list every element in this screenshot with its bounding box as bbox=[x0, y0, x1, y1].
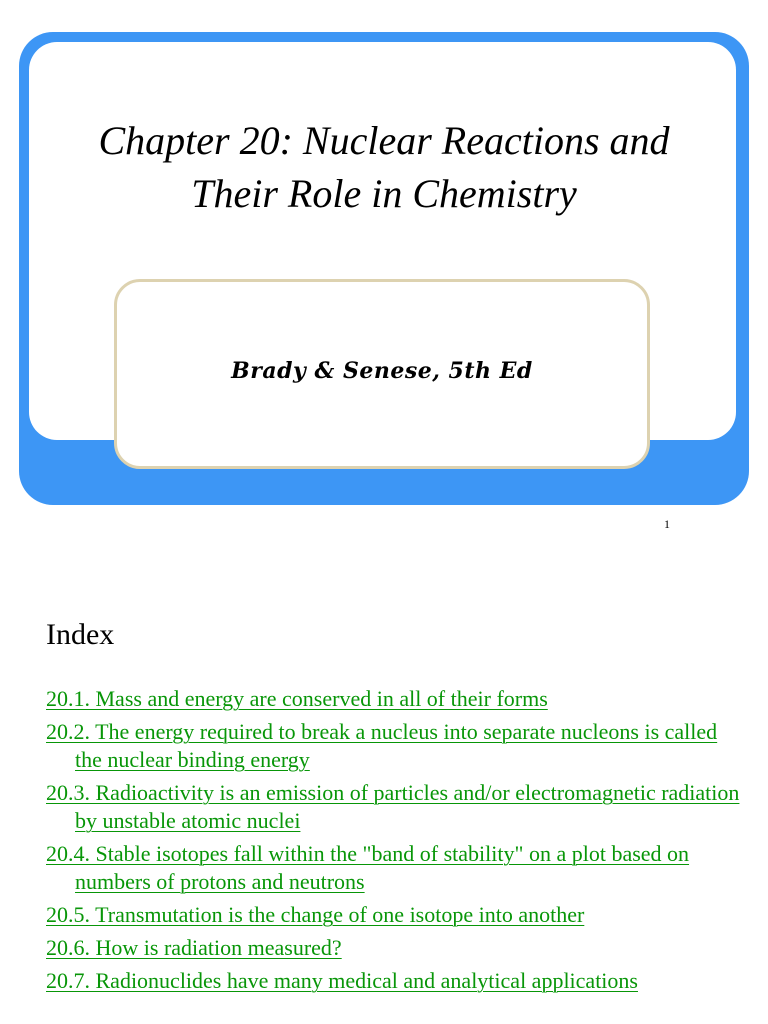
index-link-20-7[interactable]: 20.7. Radionuclides have many medical and analytical applications bbox=[46, 968, 638, 993]
slide-subtitle: Brady & Senese, 5th Ed bbox=[231, 358, 533, 384]
index-item bbox=[46, 685, 746, 713]
index-item bbox=[46, 779, 746, 835]
index-link-20-4[interactable]: 20.4. Stable isotopes fall within the "band of stability" on a plot based on numbers of protons and neutrons bbox=[46, 841, 690, 894]
index-item bbox=[46, 901, 746, 929]
index-item bbox=[46, 967, 746, 995]
index-list bbox=[46, 685, 746, 1000]
index-link-20-1[interactable]: 20.1. Mass and energy are conserved in all of their forms bbox=[46, 686, 548, 711]
index-item bbox=[46, 718, 746, 774]
slide-title-line-2: Their Role in Chemistry bbox=[191, 171, 577, 216]
index-link-20-3[interactable]: 20.3. Radioactivity is an emission of particles and/or electromagnetic radiation by unstable atomic nuclei bbox=[46, 780, 740, 833]
page-number: 1 bbox=[664, 517, 670, 531]
index-heading: Index bbox=[46, 618, 115, 651]
index-link-20-6[interactable]: 20.6. How is radiation measured? bbox=[46, 935, 342, 960]
slide-title bbox=[29, 114, 739, 220]
index-link-20-5[interactable]: 20.5. Transmutation is the change of one isotope into another bbox=[46, 902, 585, 927]
slide-title-line-1: Chapter 20: Nuclear Reactions and bbox=[98, 118, 670, 163]
subtitle-box bbox=[114, 279, 650, 469]
index-link-20-2[interactable]: 20.2. The energy required to break a nucleus into separate nucleons is called the nuclear binding energy bbox=[46, 719, 718, 772]
index-item bbox=[46, 840, 746, 896]
index-item bbox=[46, 934, 746, 962]
